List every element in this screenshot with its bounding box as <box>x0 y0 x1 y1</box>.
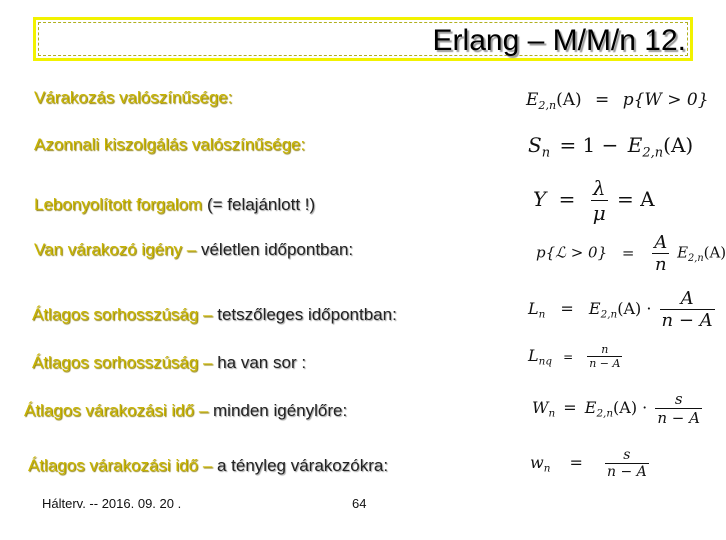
row-label-8-text: a tényleg várakozókra: <box>217 456 389 475</box>
formula-mean-queue-length: $L_n = E_{2,n}(A)$ · $\frac{A}{n - A}$ <box>528 288 713 331</box>
row-label-3 <box>34 195 315 215</box>
row-label-4-text: véletlen időpontban: <box>200 240 354 259</box>
formula-immediate-service: $S_n = 1 - E_{2,n}(A)$ <box>528 133 694 161</box>
row-label-3-text: (= felajánlott !) <box>206 195 316 214</box>
formula-mean-waiting-time: $W_n = E_{2,n}(A)$ · $\frac{s}{n - A}$ <box>532 390 700 427</box>
formula-waiting-probability: $E_{2,n}(A) = p\{W > 0\}$ <box>526 90 709 112</box>
row-label-8-highlight: Átlagos várakozási idő – <box>28 456 217 475</box>
row-label-4-highlight: Van várakozó igény – <box>34 240 201 259</box>
row-label-6-text: ha van sor : <box>217 353 307 372</box>
row-label-1-highlight: Várakozás valószínűsége: <box>34 88 233 107</box>
row-label-5-text: tetszőleges időpontban: <box>217 305 397 324</box>
slide-title: Erlang – M/M/n 12. <box>432 24 686 57</box>
row-label-6 <box>32 353 306 373</box>
row-label-2 <box>34 135 305 155</box>
row-label-1 <box>34 88 232 108</box>
row-label-5-highlight: Átlagos sorhosszúság – <box>32 305 218 324</box>
row-label-7-highlight: Átlagos várakozási idő – <box>24 401 213 420</box>
formula-carried-traffic: Y = $\frac{\lambda}{\mu}$ = A <box>533 176 655 225</box>
formula-queue-length-if-queue: $L_{nq}$ = $\frac{n}{n - A}$ <box>528 343 621 370</box>
title-box <box>33 17 693 61</box>
row-label-3-highlight: Lebonyolított forgalom <box>34 195 207 214</box>
row-label-5 <box>32 305 397 325</box>
row-label-6-highlight: Átlagos sorhosszúság – <box>32 353 218 372</box>
row-label-8 <box>28 456 388 476</box>
formula-waiting-time-queued: $w_n$ = $\frac{s}{n - A}$ <box>530 447 647 480</box>
formula-waiting-request: p{ℒ > 0} = $\frac{A}{n}$ $E_{2,n}(A)$ <box>536 232 726 275</box>
footer-page-number: 64 <box>352 496 367 511</box>
row-label-7 <box>24 401 347 421</box>
row-label-4 <box>34 240 353 260</box>
row-label-2-highlight: Azonnali kiszolgálás valószínűsége: <box>34 135 306 154</box>
row-label-7-text: minden igénylőre: <box>213 401 348 420</box>
footer-course-date: Hálterv. -- 2016. 09. 20 . <box>42 496 182 511</box>
